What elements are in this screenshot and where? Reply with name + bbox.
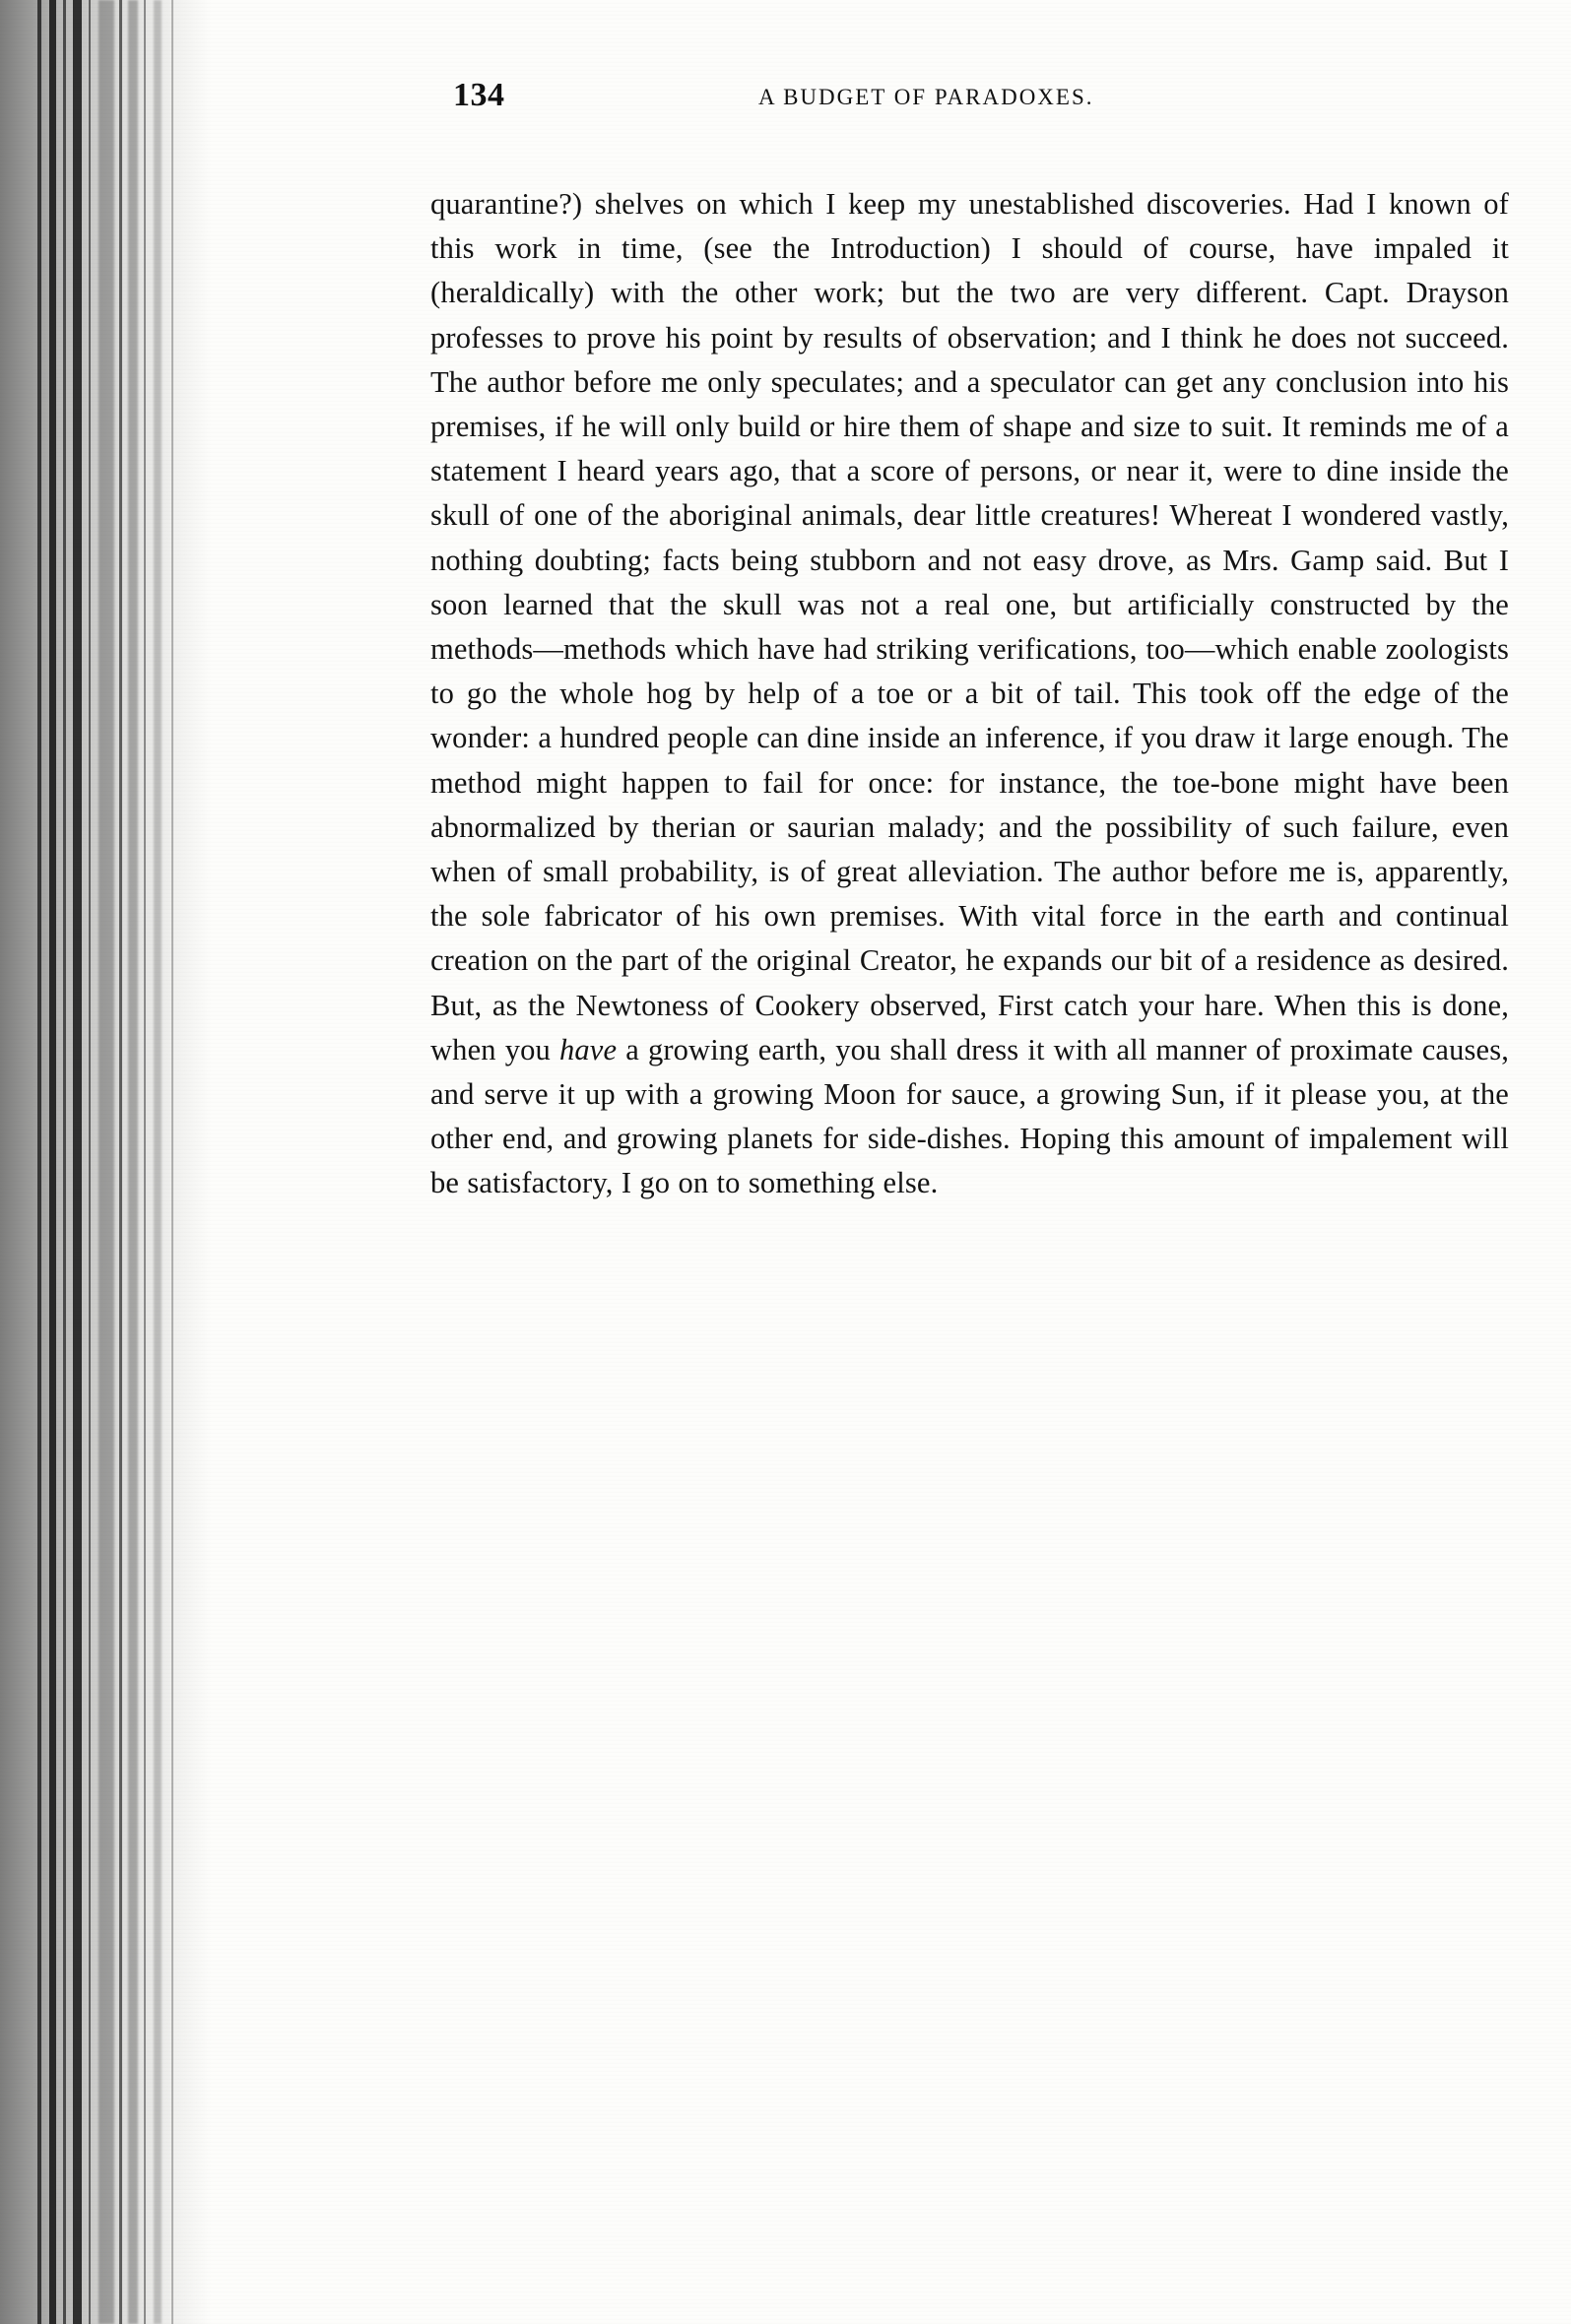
gutter-smudge: [154, 0, 162, 2324]
gutter-streak: [89, 0, 91, 2324]
paragraph-text-part-1: quarantine?) shelves on which I keep my unestablished discoveries. Had I known of this work in time, (see the Introduction) I should of course, have impaled it (heraldically) with the other work; but the two are very different. Capt. Drayson professes to prove his point by results of observation; and I think he does not succeed. The author before me only speculates; and a speculator can get any conclusion into his premises, if he will only build or hire them of shape and size to suit. It reminds me of a statement I heard years ago, that a score of persons, or near it, were to dine inside the skull of one of the aboriginal animals, dear little creatures! Whereat I wondered vastly, nothing doubting; facts being stubborn and not easy drove, as Mrs. Gamp said. But I soon learned that the skull was not a real one, but artificially constructed by the methods—methods which have had striking verifications, too—which enable zoologists to go the whole hog by help of a toe or a bit of tail. This took off the edge of the wonder: a hundred people can dine inside an inference, if you draw it large enough. The method might happen to fail for once: for instance, the toe-bone might have been abnormalized by therian or saurian malady; and the possibility of such failure, even when of small probability, is of great alleviation. The author before me is, apparently, the sole fabricator of his own premises. With vital force in the earth and continual creation on the part of the original Creator, he expands our bit of a residence as desired. But, as the Newtoness of Cookery observed, First catch your hare. When this is done, when you: [430, 187, 1509, 1066]
gutter-smudge: [98, 0, 114, 2324]
gutter-streak: [49, 0, 56, 2324]
gutter-streak: [171, 0, 173, 2324]
gutter-gradient: [0, 0, 236, 2324]
gutter-streak: [63, 0, 66, 2324]
gutter-streak: [73, 0, 82, 2324]
body-text-block: [430, 182, 1509, 1206]
paragraph: [430, 182, 1509, 1206]
page-number: 134: [453, 77, 505, 113]
paragraph-text-part-2: a growing earth, you shall dress it with all manner of proximate causes, and serve it up with a growing Moon for sauce, a growing Sun, if it please you, at the other end, and growing planets for side-dishes. Hoping this amount of impalement will be satisfactory, I go on to something else.: [430, 1032, 1509, 1200]
gutter-streak: [37, 0, 41, 2324]
page-header: [0, 77, 1571, 116]
gutter-smudge: [128, 0, 138, 2324]
gutter-streak: [144, 0, 146, 2324]
gutter-streak: [119, 0, 122, 2324]
binding-gutter-shadow: [0, 0, 236, 2324]
running-head-title: A BUDGET OF PARADOXES.: [758, 85, 1094, 109]
paragraph-emphasis: have: [558, 1032, 618, 1066]
